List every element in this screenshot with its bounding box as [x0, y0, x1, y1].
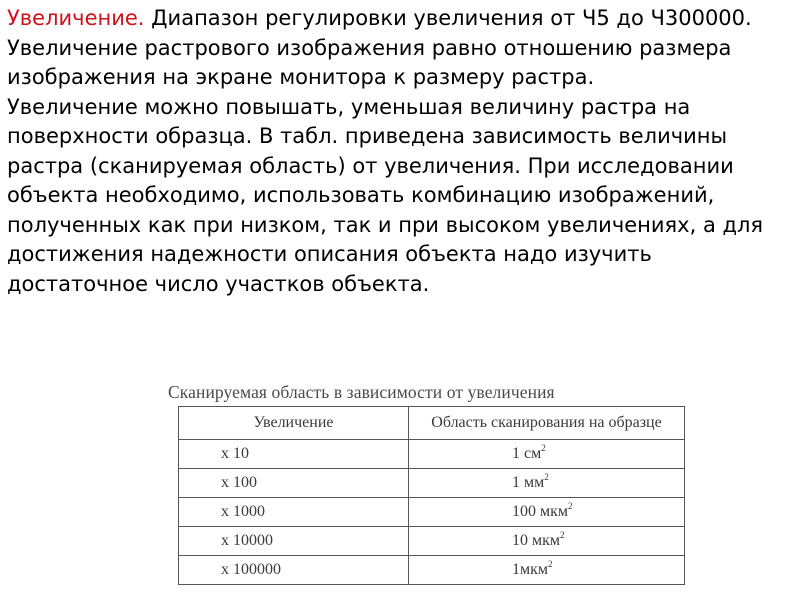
area-exponent: 2 — [568, 501, 573, 511]
table-row — [179, 440, 685, 469]
cell-magnification: x 100 — [179, 469, 409, 498]
table-row — [179, 556, 685, 585]
area-value: 1 мм — [512, 474, 545, 491]
body-text — [7, 4, 793, 299]
cell-scan-area — [409, 556, 685, 585]
area-value: 1 см — [512, 445, 542, 462]
cell-scan-area — [409, 469, 685, 498]
table-row — [179, 527, 685, 556]
cell-scan-area — [409, 498, 685, 527]
cell-magnification: x 100000 — [179, 556, 409, 585]
area-exponent: 2 — [548, 559, 553, 569]
area-value: 1мкм — [512, 561, 549, 578]
cell-scan-area — [409, 527, 685, 556]
scan-area-table — [178, 406, 685, 585]
cell-magnification: x 1000 — [179, 498, 409, 527]
cell-magnification: x 10000 — [179, 527, 409, 556]
area-value: 10 мкм — [512, 532, 561, 549]
cell-scan-area — [409, 440, 685, 469]
paragraph-2: Увеличение можно повышать, уменьшая величину растра на поверхности образца. В табл. приведена зависимость величины растра (сканируемая область) от увеличения. При исследовании объекта необходимо, использовать комбинацию изображений, полученных как при низком, так и при высоком увеличениях, а для достижения надежности описания объекта надо изучить достаточное число участков объекта. — [7, 94, 764, 296]
area-exponent: 2 — [560, 530, 565, 540]
table-header-row — [179, 407, 685, 440]
area-exponent: 2 — [541, 443, 546, 453]
header-scan-area: Область сканирования на образце — [409, 407, 685, 440]
table-caption: Сканируемая область в зависимости от увеличения — [168, 382, 555, 402]
area-value: 100 мкм — [512, 503, 569, 520]
table-row — [179, 469, 685, 498]
term-highlight: Увеличение. — [7, 6, 145, 30]
paragraph-1-text: Диапазон регулировки увеличения от Ч5 до Ч300000. Увеличение растрового изображения равно отношению размера изображения на экране монитора к размеру растра. — [7, 6, 752, 89]
area-exponent: 2 — [544, 472, 549, 482]
paragraph-1 — [7, 4, 793, 93]
table-row — [179, 498, 685, 527]
cell-magnification: x 10 — [179, 440, 409, 469]
header-magnification: Увеличение — [179, 407, 409, 440]
